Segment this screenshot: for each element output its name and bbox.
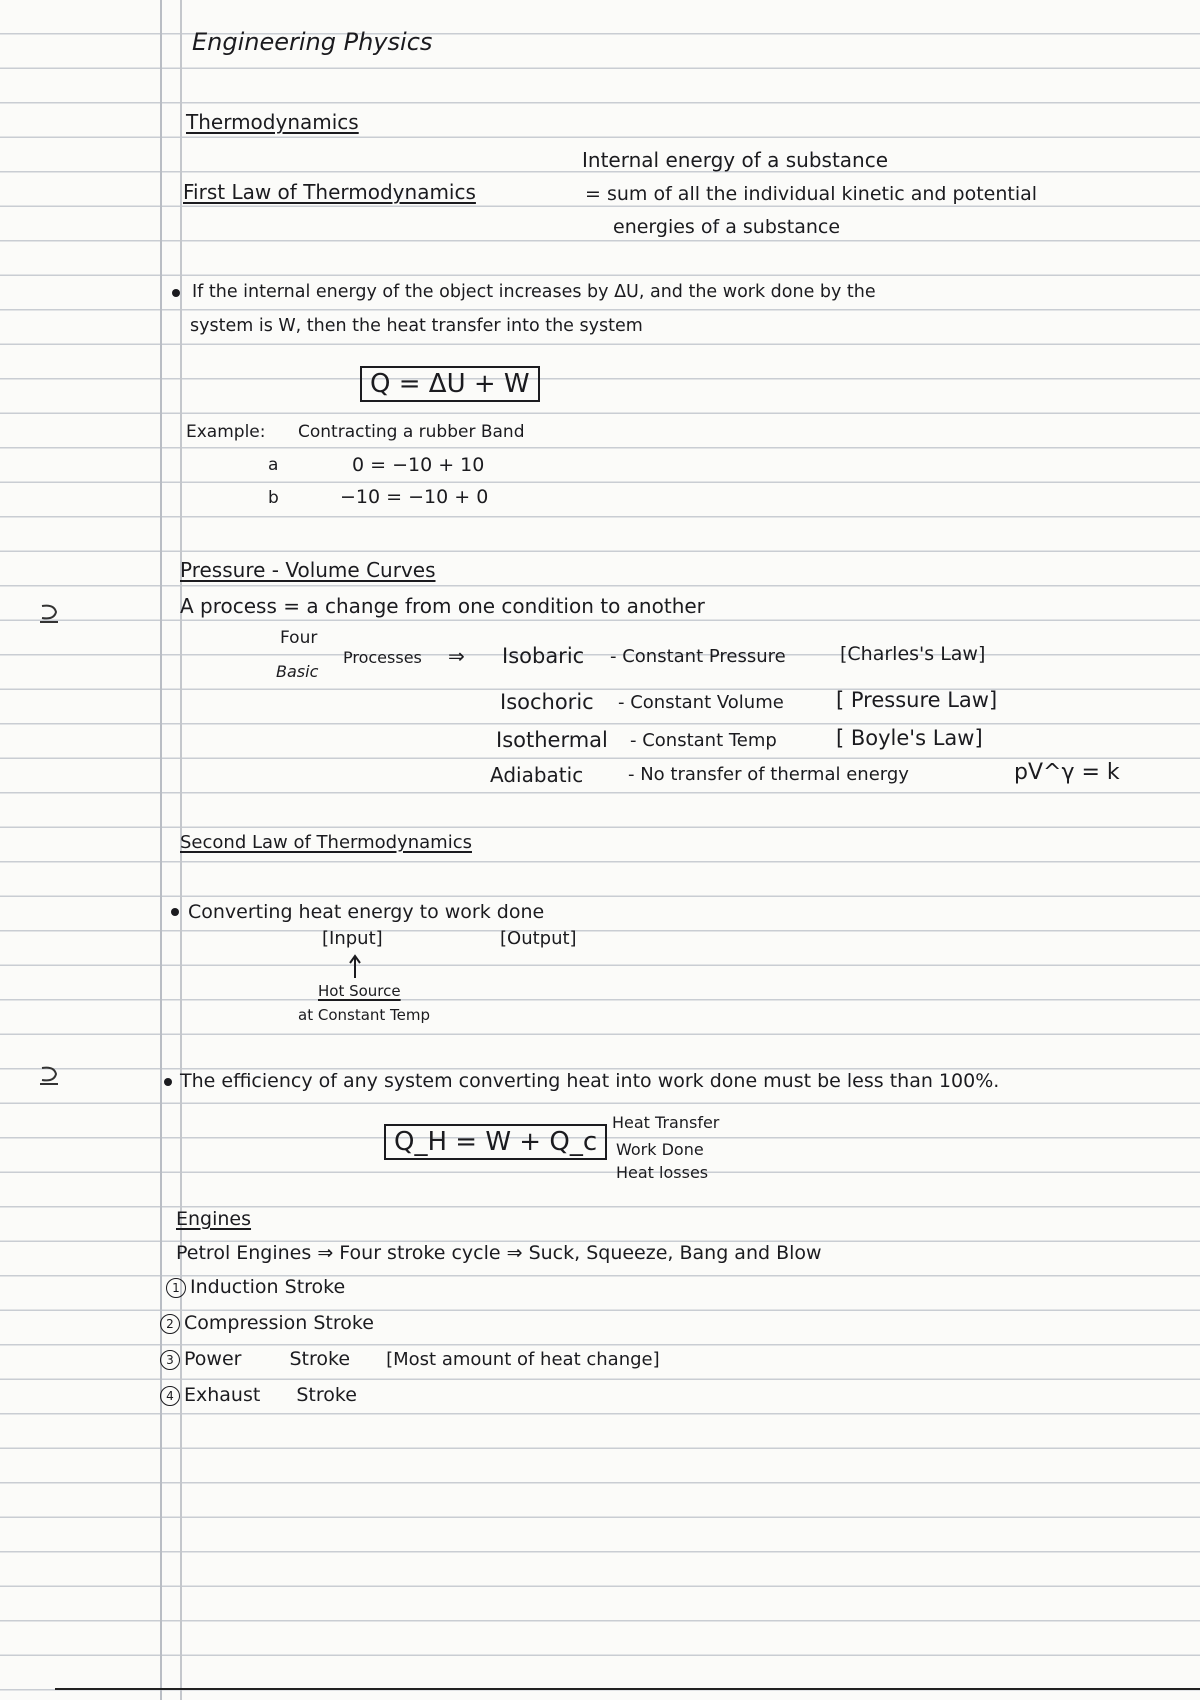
stroke-name: Induction	[190, 1276, 279, 1298]
bottom-rule	[55, 1688, 1200, 1690]
stroke-word: Stroke	[284, 1276, 346, 1298]
equation-legend-item: Work Done	[616, 1140, 704, 1159]
process-name: Adiabatic	[490, 763, 584, 787]
process-law: [ Boyle's Law]	[836, 726, 983, 750]
first-law-statement-line-2: system is W, then the heat transfer into the system	[190, 316, 643, 336]
example-label: Example:	[186, 422, 266, 442]
engines-heading: Engines	[176, 1208, 252, 1230]
process-law: [ Pressure Law]	[836, 688, 998, 712]
output-label: [Output]	[500, 928, 577, 949]
process-description: - Constant Volume	[618, 692, 784, 713]
bullet-icon	[164, 1078, 172, 1086]
stroke-name: Compression	[184, 1312, 308, 1334]
margin-line	[160, 0, 162, 1700]
thermodynamics-heading: Thermodynamics	[186, 110, 359, 134]
process-description: - Constant Temp	[630, 730, 777, 751]
stroke-word: Stroke	[313, 1312, 374, 1334]
process-name: Isothermal	[496, 728, 608, 752]
stroke-number: 1	[166, 1278, 186, 1298]
stroke-number: 3	[160, 1350, 180, 1370]
stroke-word: Stroke	[289, 1348, 351, 1370]
process-law: [Charles's Law]	[840, 643, 986, 665]
petrol-engines-line: Petrol Engines ⇒ Four stroke cycle ⇒ Suck, Squeeze, Bang and Blow	[176, 1242, 822, 1264]
page-title: Engineering Physics	[192, 28, 433, 56]
process-description: - Constant Pressure	[610, 646, 786, 667]
process-name: Isochoric	[500, 690, 594, 714]
example-a-equation: 0 = −10 + 10	[352, 454, 485, 476]
pv-curves-heading: Pressure - Volume Curves	[180, 558, 436, 582]
equation-legend-item: Heat losses	[616, 1163, 709, 1182]
first-law-equation: Q = ΔU + W	[360, 366, 540, 402]
basic-label: Basic	[276, 662, 319, 681]
constant-temp-label: at Constant Temp	[298, 1006, 431, 1024]
stroke-name: Exhaust	[184, 1384, 261, 1406]
process-definition: A process = a change from one condition to another	[180, 594, 705, 618]
input-label: [Input]	[322, 928, 383, 949]
second-law-heading: Second Law of Thermodynamics	[180, 832, 472, 853]
example-a-label: a	[268, 455, 279, 475]
internal-energy-line-3: energies of a substance	[613, 216, 841, 238]
stroke-number: 2	[160, 1314, 180, 1334]
example-text: Contracting a rubber Band	[298, 422, 525, 442]
four-label: Four	[280, 628, 318, 648]
internal-energy-line-1: Internal energy of a substance	[582, 148, 889, 172]
equation-legend-item: Heat Transfer	[612, 1113, 720, 1132]
hot-source-label: Hot Source	[318, 982, 401, 1000]
stroke-note: [Most amount of heat change]	[386, 1349, 660, 1370]
stroke-item	[160, 1314, 374, 1334]
first-law-heading: First Law of Thermodynamics	[183, 180, 476, 204]
process-description: - No transfer of thermal energy	[628, 764, 909, 785]
processes-arrow: ⇒	[448, 644, 465, 668]
example-b-equation: −10 = −10 + 0	[340, 486, 489, 508]
example-b-label: b	[268, 488, 279, 508]
bullet-icon	[171, 908, 179, 916]
stroke-name: Power	[184, 1348, 242, 1370]
stroke-word: Stroke	[296, 1384, 357, 1406]
adiabatic-equation: pV^γ = k	[1014, 760, 1120, 785]
stroke-item	[160, 1350, 660, 1370]
processes-label: Processes	[343, 648, 422, 667]
binder-hole-icon	[36, 598, 66, 628]
stroke-item	[166, 1278, 345, 1298]
second-law-statement: Converting heat energy to work done	[188, 901, 545, 923]
stroke-item	[160, 1386, 357, 1406]
stroke-number: 4	[160, 1386, 180, 1406]
arrow-up-icon	[348, 954, 362, 980]
efficiency-statement: The efficiency of any system converting heat into work done must be less than 100%.	[180, 1070, 1000, 1092]
first-law-statement-line-1: If the internal energy of the object increases by ΔU, and the work done by the	[192, 282, 876, 302]
bullet-icon	[172, 289, 180, 297]
process-name: Isobaric	[502, 644, 585, 668]
internal-energy-line-2: = sum of all the individual kinetic and potential	[585, 183, 1038, 205]
heat-engine-equation: Q_H = W + Q_c	[384, 1124, 607, 1160]
binder-hole-icon	[36, 1060, 66, 1090]
